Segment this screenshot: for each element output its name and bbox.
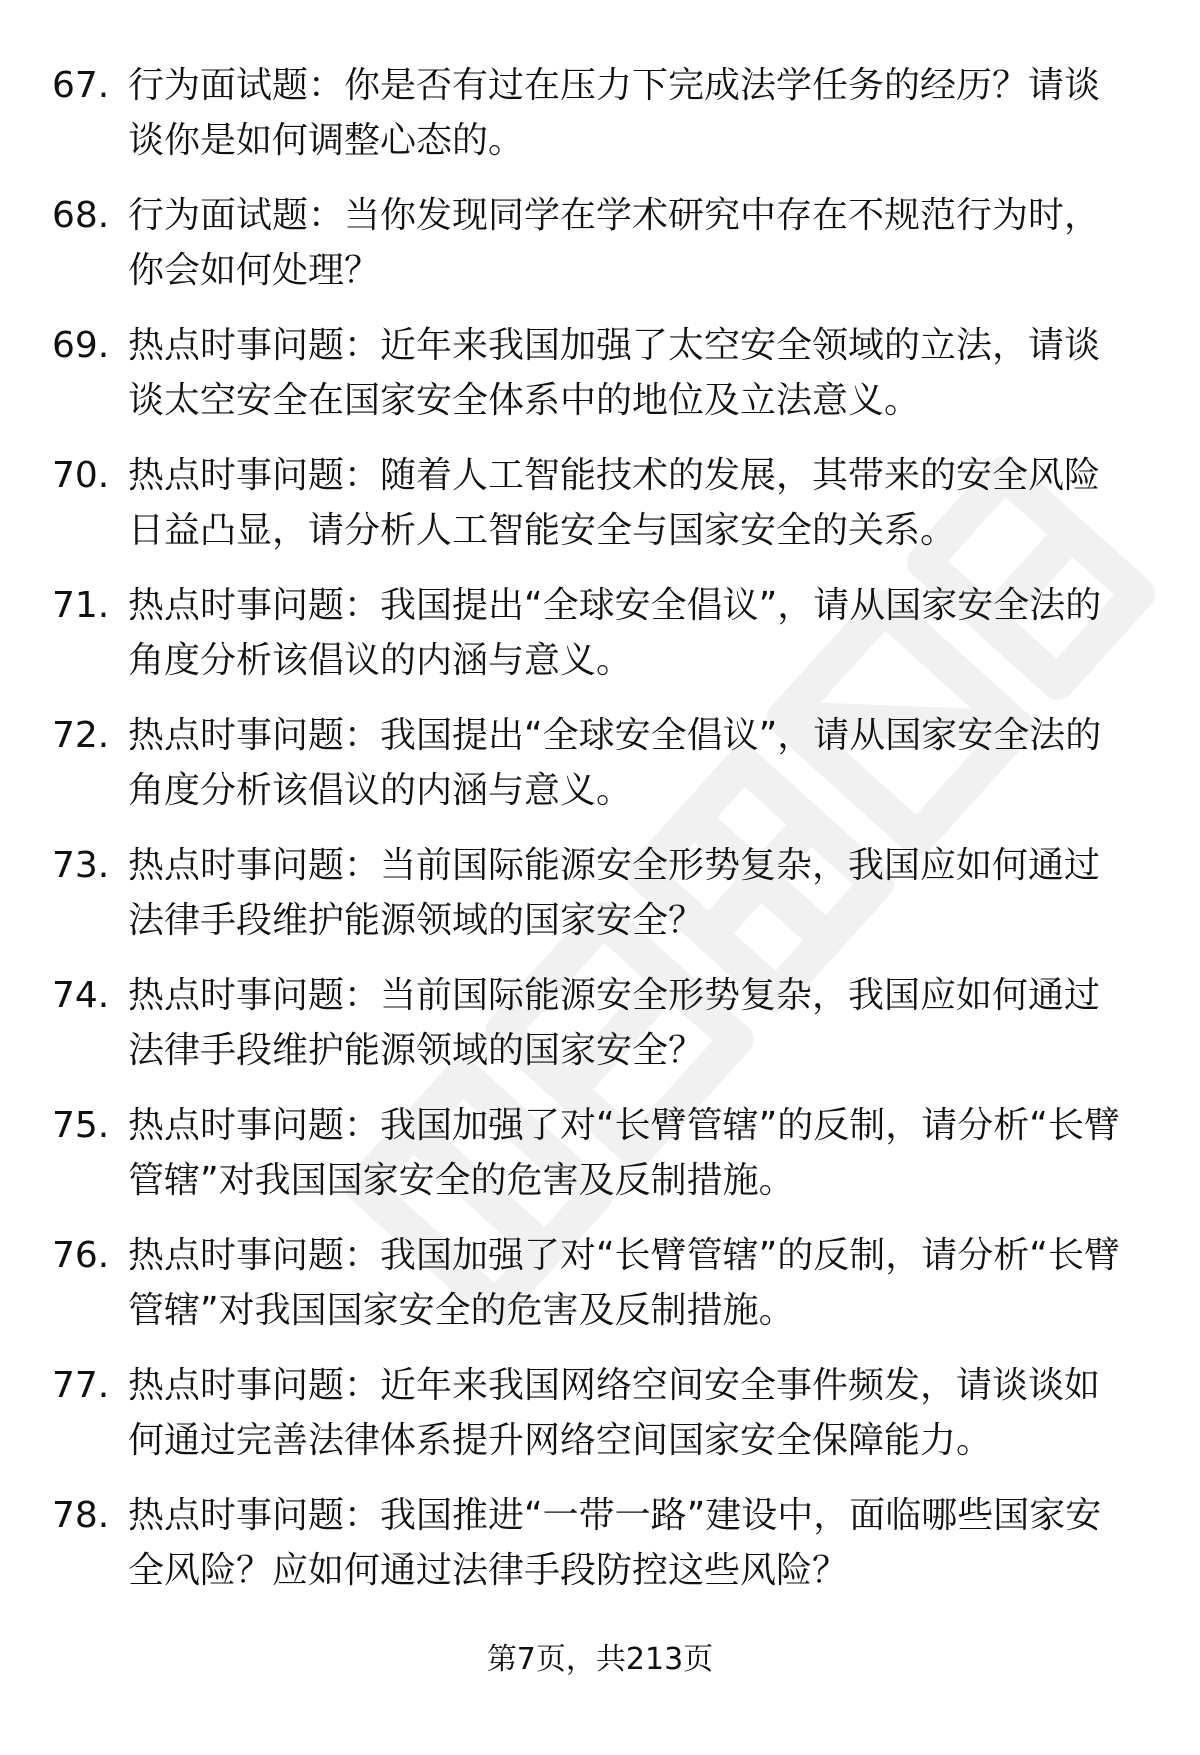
question-item-77 bbox=[52, 1358, 1152, 1488]
question-number: 68. bbox=[52, 195, 110, 236]
question-number: 69. bbox=[52, 325, 110, 366]
question-item-70 bbox=[52, 448, 1152, 578]
question-number: 76. bbox=[52, 1235, 110, 1276]
question-number: 74. bbox=[52, 975, 110, 1016]
question-item-69 bbox=[52, 318, 1152, 448]
page-number-footer: 第7页，共213页 bbox=[486, 1642, 714, 1677]
question-number: 78. bbox=[52, 1495, 110, 1536]
question-number: 77. bbox=[52, 1365, 110, 1406]
question-number: 71. bbox=[52, 585, 110, 626]
question-text: 热点时事问题：我国提出“全球安全倡议”，请从国家安全法的角度分析该倡议的内涵与意义。 bbox=[128, 715, 1102, 811]
question-text: 热点时事问题：我国加强了对“长臂管辖”的反制，请分析“长臂管辖”对我国国家安全的危害及反制措施。 bbox=[128, 1105, 1120, 1201]
question-number: 72. bbox=[52, 715, 110, 756]
question-text: 热点时事问题：我国提出“全球安全倡议”，请从国家安全法的角度分析该倡议的内涵与意义。 bbox=[128, 585, 1102, 681]
question-text: 行为面试题：当你发现同学在学术研究中存在不规范行为时，你会如何处理？ bbox=[128, 195, 1101, 291]
question-number: 67. bbox=[52, 65, 110, 106]
question-text: 热点时事问题：近年来我国加强了太空安全领域的立法，请谈谈太空安全在国家安全体系中的地位及立法意义。 bbox=[128, 325, 1101, 421]
question-item-71 bbox=[52, 578, 1152, 708]
question-item-72 bbox=[52, 708, 1152, 838]
question-item-76 bbox=[52, 1228, 1152, 1358]
question-item-73 bbox=[52, 838, 1152, 968]
question-number: 70. bbox=[52, 455, 110, 496]
question-text: 热点时事问题：当前国际能源安全形势复杂，我国应如何通过法律手段维护能源领域的国家安全？ bbox=[128, 975, 1101, 1071]
question-item-78 bbox=[52, 1488, 1152, 1618]
question-item-67 bbox=[52, 58, 1152, 188]
question-text: 行为面试题：你是否有过在压力下完成法学任务的经历？请谈谈你是如何调整心态的。 bbox=[128, 65, 1101, 161]
question-text: 热点时事问题：我国推进“一带一路”建设中，面临哪些国家安全风险？应如何通过法律手段防控这些风险？ bbox=[128, 1495, 1102, 1591]
question-item-75 bbox=[52, 1098, 1152, 1228]
question-text: 热点时事问题：我国加强了对“长臂管辖”的反制，请分析“长臂管辖”对我国国家安全的危害及反制措施。 bbox=[128, 1235, 1120, 1331]
question-number: 73. bbox=[52, 845, 110, 886]
question-text: 热点时事问题：随着人工智能技术的发展，其带来的安全风险日益凸显，请分析人工智能安全与国家安全的关系。 bbox=[128, 455, 1101, 551]
question-item-74 bbox=[52, 968, 1152, 1098]
question-item-68 bbox=[52, 188, 1152, 318]
question-text: 热点时事问题：当前国际能源安全形势复杂，我国应如何通过法律手段维护能源领域的国家安全？ bbox=[128, 845, 1101, 941]
question-number: 75. bbox=[52, 1105, 110, 1146]
question-list bbox=[52, 58, 1152, 1618]
question-text: 热点时事问题：近年来我国网络空间安全事件频发，请谈谈如何通过完善法律体系提升网络空间国家安全保障能力。 bbox=[128, 1365, 1101, 1461]
